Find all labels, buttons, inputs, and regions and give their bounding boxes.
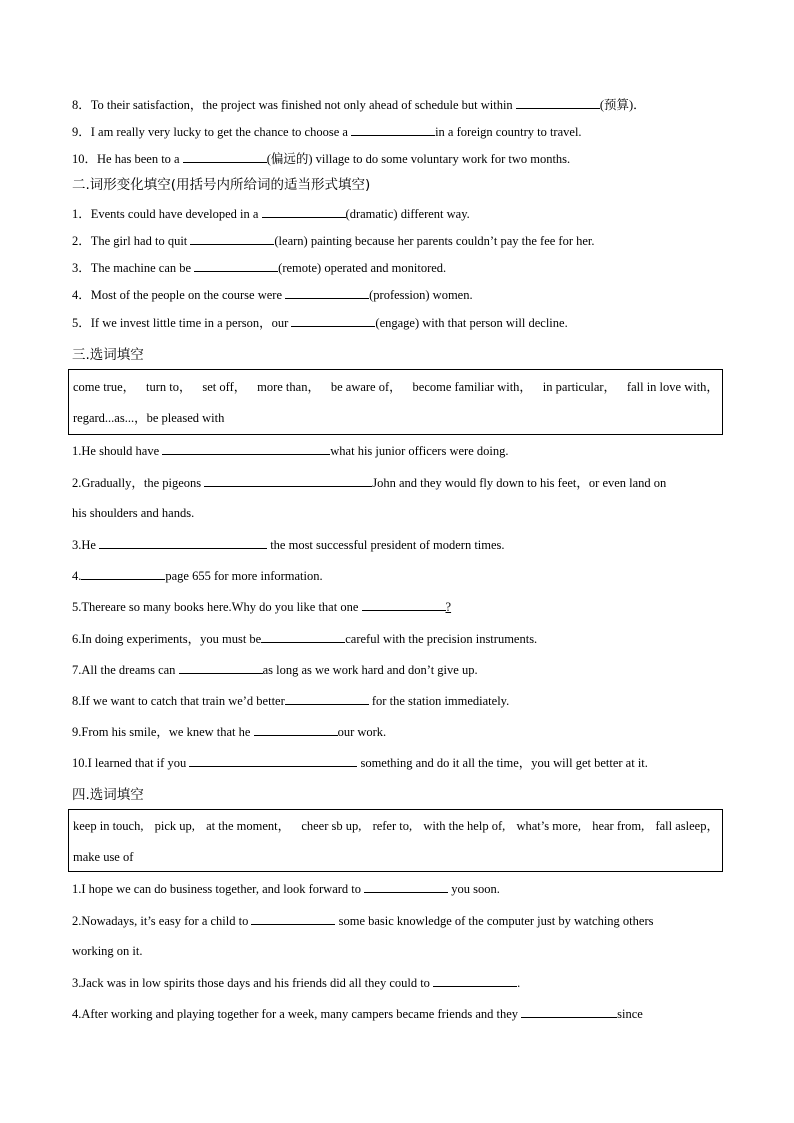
word-option: in particular，: [542, 380, 617, 394]
word-option: come true，: [73, 380, 136, 394]
section-3-item-10: 10.I learned that if you something and do it all the time，you will get better at it.: [72, 753, 648, 772]
answer-blank[interactable]: [364, 879, 448, 893]
answer-blank[interactable]: [521, 1004, 617, 1018]
answer-blank[interactable]: [183, 149, 267, 163]
section-3-item-8: 8.If we want to catch that train we’d better for the station immediately.: [72, 691, 509, 710]
word-option: become familiar with，: [412, 380, 532, 394]
word-bank-line: regard...as...，be pleased with: [73, 411, 225, 425]
section-3-item-2-continued: his shoulders and hands.: [72, 506, 195, 520]
answer-blank[interactable]: [99, 535, 267, 549]
section-2-title: 二.词形变化填空(用括号内所给词的适当形式填空): [72, 177, 371, 193]
answer-blank[interactable]: [291, 313, 375, 327]
word-option: keep in touch,: [73, 819, 144, 833]
answer-blank[interactable]: [179, 660, 263, 674]
answer-blank[interactable]: [251, 911, 335, 925]
answer-blank[interactable]: [204, 473, 372, 487]
section-3-item-7: 7.All the dreams can as long as we work hard and don’t give up.: [72, 660, 478, 679]
word-option: cheer sb up,: [301, 819, 362, 833]
answer-blank[interactable]: [362, 597, 446, 611]
word-bank-line: [73, 817, 719, 835]
word-option: with the help of,: [423, 819, 506, 833]
exercise-1-item-9: 9．I am really very lucky to get the chance to choose a in a foreign country to travel.: [72, 122, 582, 141]
section-4-item-4: 4.After working and playing together for a week, many campers became friends and they since: [72, 1004, 643, 1023]
answer-blank[interactable]: [189, 753, 357, 767]
answer-blank[interactable]: [194, 258, 278, 272]
answer-blank[interactable]: [254, 722, 338, 736]
section-4-item-1: 1.I hope we can do business together, and look forward to you soon.: [72, 879, 500, 898]
word-option: fall asleep，: [655, 819, 719, 833]
section-2-item-1: 1．Events could have developed in a (dramatic) different way.: [72, 204, 470, 223]
word-bank-line: make use of: [73, 850, 134, 864]
section-3-item-4: 4. page 655 for more information.: [72, 566, 323, 585]
word-option: be aware of，: [330, 380, 402, 394]
answer-blank[interactable]: [351, 122, 435, 136]
section-2-item-3: 3．The machine can be (remote) operated and monitored.: [72, 258, 446, 277]
word-option: refer to,: [372, 819, 413, 833]
answer-blank[interactable]: [162, 441, 330, 455]
exercise-1-item-10: 10．He has been to a (偏远的) village to do some voluntary work for two months.: [72, 149, 570, 168]
answer-blank[interactable]: [190, 231, 274, 245]
section-2-item-5: 5．If we invest little time in a person，our (engage) with that person will decline.: [72, 313, 568, 332]
word-option: at the moment，: [206, 819, 291, 833]
answer-blank[interactable]: [285, 285, 369, 299]
section-4-item-2: 2.Nowadays, it’s easy for a child to some basic knowledge of the computer just by watching others: [72, 911, 653, 930]
section-3-item-9: 9.From his smile，we knew that he our work.: [72, 722, 386, 741]
answer-blank[interactable]: [81, 566, 165, 580]
section-3-title: 三.选词填空: [72, 347, 144, 363]
word-option: fall in love with，: [626, 380, 719, 394]
section-3-item-2: 2.Gradually，the pigeons John and they would fly down to his feet，or even land on: [72, 473, 724, 492]
word-option: set off，: [202, 380, 247, 394]
answer-blank[interactable]: [262, 204, 346, 218]
answer-blank[interactable]: [261, 629, 345, 643]
answer-blank[interactable]: [433, 973, 517, 987]
word-option: pick up,: [154, 819, 195, 833]
word-option: what’s more,: [516, 819, 582, 833]
word-option: more than，: [257, 380, 320, 394]
section-3-item-5: 5.Thereare so many books here.Why do you like that one ?: [72, 597, 451, 616]
word-bank-box: [68, 809, 723, 872]
word-option: hear from,: [592, 819, 645, 833]
answer-blank[interactable]: [516, 95, 600, 109]
section-4-item-3: 3.Jack was in low spirits those days and his friends did all they could to .: [72, 973, 520, 992]
section-3-item-3: 3.He the most successful president of modern times.: [72, 535, 505, 554]
section-2-item-2: 2．The girl had to quit (learn) painting because her parents couldn’t pay the fee for her.: [72, 231, 595, 250]
word-bank-box: [68, 369, 723, 435]
section-4-item-2-continued: working on it.: [72, 944, 143, 958]
exercise-1-item-8: 8．To their satisfaction，the project was finished not only ahead of schedule but within (预算)．: [72, 95, 646, 114]
section-3-item-6: 6.In doing experiments，you must be careful with the precision instruments.: [72, 629, 537, 648]
section-2-item-4: 4．Most of the people on the course were (profession) women.: [72, 285, 473, 304]
word-option: turn to，: [146, 380, 192, 394]
answer-blank[interactable]: [285, 691, 369, 705]
word-bank-line: [73, 378, 719, 396]
section-4-title: 四.选词填空: [72, 787, 144, 803]
section-3-item-1: 1.He should have what his junior officers were doing.: [72, 441, 508, 460]
